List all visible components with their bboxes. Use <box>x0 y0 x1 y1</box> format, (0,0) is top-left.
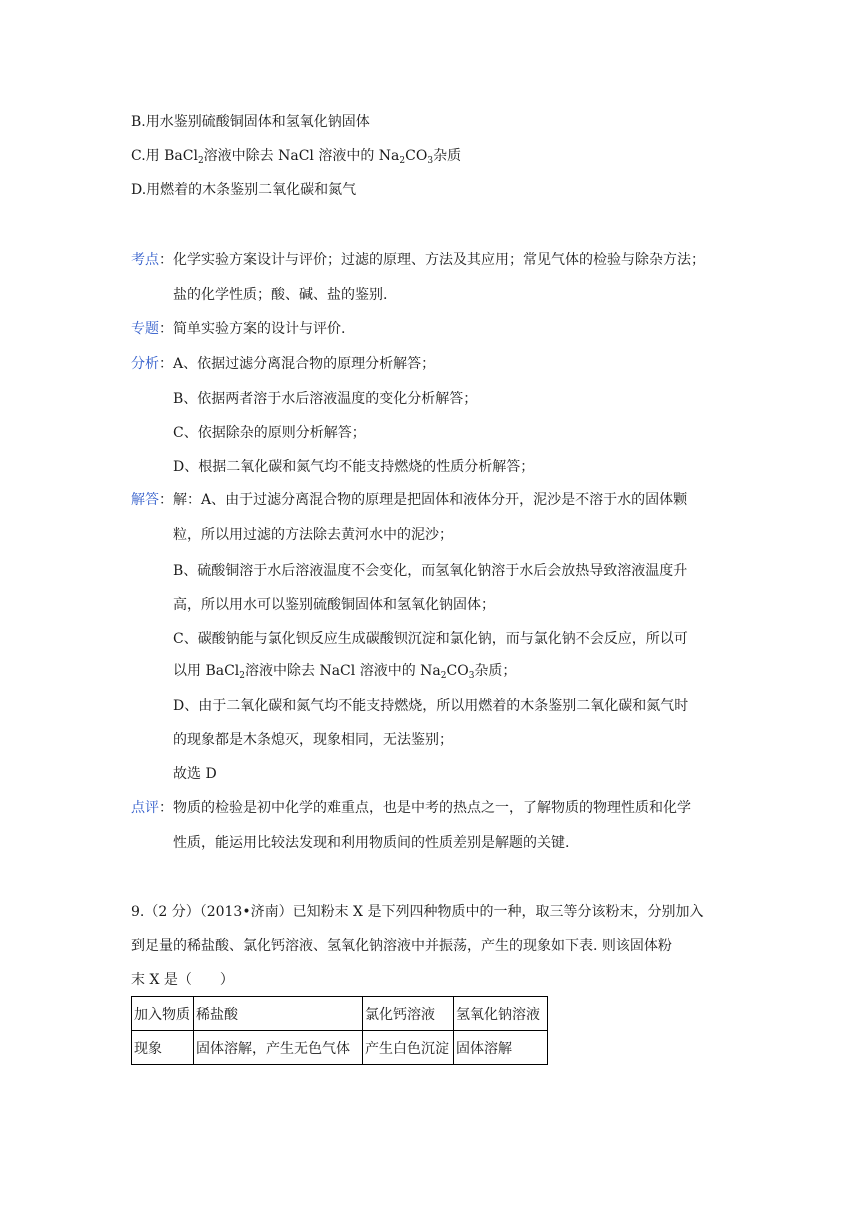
table-row <box>132 997 548 1031</box>
dianping-line-1: 点评：物质的检验是初中化学的难重点，也是中考的热点之一，了解物质的物理性质和化学 <box>131 800 691 816</box>
jieda-label: 解答 <box>131 492 159 508</box>
question-9-line-2: 到足量的稀盐酸、氯化钙溶液、氢氧化钠溶液中并振荡，产生的现象如下表. 则该固体粉 <box>131 938 672 954</box>
jieda-line-a1: 解答：解：A、由于过滤分离混合物的原理是把固体和液体分开，泥沙是不溶于水的固体颗 <box>131 492 688 508</box>
zhuanti-label: 专题 <box>131 321 159 337</box>
jieda-line-d2: 的现象都是木条熄灭，现象相同，无法鉴别； <box>173 732 453 748</box>
jieda-line-c1: C、碳酸钠能与氯化钡反应生成碳酸钡沉淀和氯化钠，而与氯化钠不会反应，所以可 <box>173 631 688 647</box>
jieda-line-b1: B、硫酸铜溶于水后溶液温度不会变化，而氢氧化钠溶于水后会放热导致溶液温度升 <box>173 563 688 579</box>
fenxi-label: 分析 <box>131 356 159 372</box>
jieda-line-a2: 粒，所以用过滤的方法除去黄河水中的泥沙； <box>173 527 453 543</box>
table-cell: 固体溶解 <box>454 1031 548 1065</box>
fenxi-line-a: 分析：A、依据过滤分离混合物的原理分析解答； <box>131 356 436 372</box>
option-c: C.用 BaCl$_2$溶液中除去 NaCl 溶液中的 $Na_2CO_3$杂质 <box>131 148 462 166</box>
jieda-line-c2: 以用 BaCl$_2$溶液中除去 NaCl 溶液中的 $Na_2CO_3$杂质； <box>173 663 517 681</box>
option-d: D.用燃着的木条鉴别二氧化碳和氮气 <box>131 182 357 198</box>
dianping-line-2: 性质，能运用比较法发现和利用物质间的性质差别是解题的关键. <box>173 835 570 851</box>
fenxi-line-d: D、根据二氧化碳和氮气均不能支持燃烧的性质分析解答； <box>173 459 535 475</box>
question-9-table <box>131 996 548 1065</box>
kaodian-line-1: 考点：化学实验方案设计与评价；过滤的原理、方法及其应用；常见气体的检验与除杂方法； <box>131 252 705 268</box>
table-cell: 稀盐酸 <box>194 997 363 1031</box>
table-cell: 产生白色沉淀 <box>363 1031 454 1065</box>
table-cell: 固体溶解，产生无色气体 <box>194 1031 363 1065</box>
question-9-line-1: 9.（2 分）（2013•济南）已知粉末 X 是下列四种物质中的一种，取三等分该粉末，分别加入 <box>131 904 704 920</box>
fenxi-line-c: C、依据除杂的原则分析解答； <box>173 425 366 441</box>
table-cell: 现象 <box>132 1031 194 1065</box>
dianping-label: 点评 <box>131 800 159 816</box>
table-row <box>132 1031 548 1065</box>
jieda-answer: 故选 D <box>173 766 217 782</box>
kaodian-label: 考点 <box>131 252 159 268</box>
jieda-line-d1: D、由于二氧化碳和氮气均不能支持燃烧，所以用燃着的木条鉴别二氧化碳和氮气时 <box>173 698 689 714</box>
option-b: B.用水鉴别硫酸铜固体和氢氧化钠固体 <box>131 114 370 130</box>
table-cell: 氯化钙溶液 <box>363 997 454 1031</box>
table-cell: 氢氧化钠溶液 <box>454 997 548 1031</box>
fenxi-line-b: B、依据两者溶于水后溶液温度的变化分析解答； <box>173 391 478 407</box>
table-cell: 加入物质 <box>132 997 194 1031</box>
jieda-line-b2: 高，所以用水可以鉴别硫酸铜固体和氢氧化钠固体； <box>173 597 495 613</box>
question-9-line-3: 末 X 是（ ） <box>131 972 234 988</box>
zhuanti-line: 专题：简单实验方案的设计与评价. <box>131 321 346 337</box>
kaodian-line-2: 盐的化学性质；酸、碱、盐的鉴别. <box>173 287 388 303</box>
